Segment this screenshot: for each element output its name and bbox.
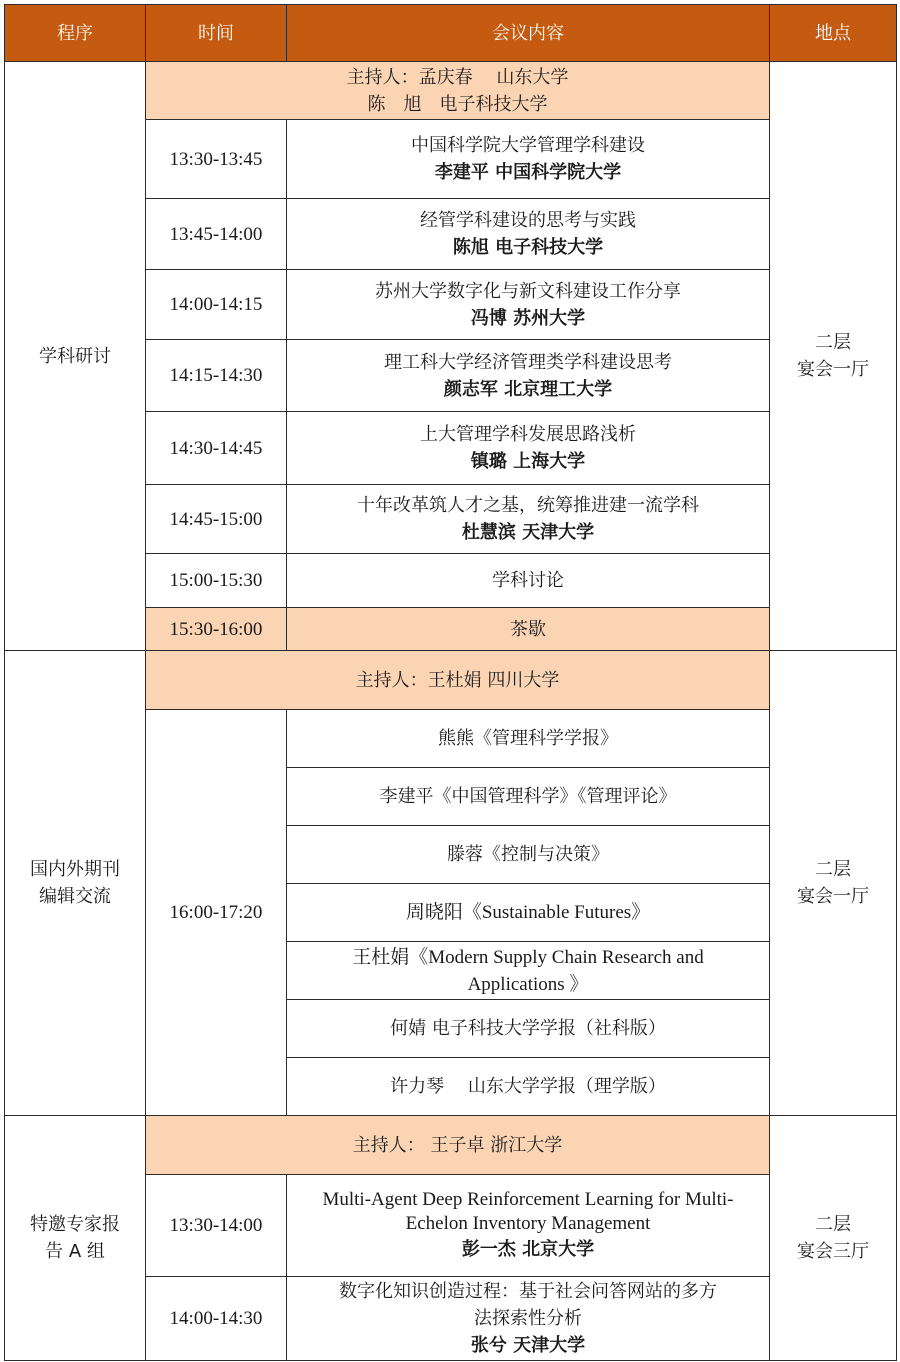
talk-speaker: 杜慧滨 天津大学 xyxy=(461,522,595,543)
place-line: 二层 xyxy=(815,859,851,880)
time-cell: 14:00-14:15 xyxy=(146,270,287,340)
discussion-cell: 学科讨论 xyxy=(287,554,770,608)
journal-cell: 滕蓉《控制与决策》 xyxy=(287,826,770,884)
program-label: 编辑交流 xyxy=(39,886,111,907)
program-cell xyxy=(5,651,146,1116)
header-content: 会议内容 xyxy=(287,5,770,62)
talk-title: 苏州大学数字化与新文科建设工作分享 xyxy=(375,280,681,302)
place-cell xyxy=(770,62,897,651)
table-row xyxy=(5,651,897,710)
talk-speaker: 颜志军 北京理工大学 xyxy=(443,378,613,400)
place-line: 宴会一厅 xyxy=(797,359,869,380)
talk-cell xyxy=(287,1175,770,1277)
talk-speaker: 镇璐 上海大学 xyxy=(470,451,586,472)
table-row xyxy=(5,62,897,120)
journal-line: Applications 》 xyxy=(467,973,589,995)
journal-cell xyxy=(287,942,770,1000)
talk-speaker: 彭一杰 北京大学 xyxy=(461,1239,595,1260)
place-line: 二层 xyxy=(815,1214,851,1235)
host-cell xyxy=(146,62,770,120)
time-cell: 13:30-14:00 xyxy=(146,1175,287,1277)
place-line: 宴会一厅 xyxy=(797,886,869,907)
time-cell: 13:45-14:00 xyxy=(146,199,287,270)
place-line: 二层 xyxy=(815,332,851,353)
time-cell: 16:00-17:20 xyxy=(146,710,287,1116)
time-cell: 14:30-14:45 xyxy=(146,412,287,485)
place-cell xyxy=(770,651,897,1116)
program-cell xyxy=(5,62,146,651)
talk-title: Echelon Inventory Management xyxy=(405,1213,651,1234)
time-cell: 13:30-13:45 xyxy=(146,120,287,199)
host-cell: 主持人： 王子卓 浙江大学 xyxy=(146,1116,770,1175)
host-line: 陈 旭 电子科技大学 xyxy=(367,93,548,115)
time-cell: 14:45-15:00 xyxy=(146,485,287,554)
talk-cell xyxy=(287,340,770,412)
talk-title: 中国科学院大学管理学科建设 xyxy=(411,135,645,156)
time-cell: 15:00-15:30 xyxy=(146,554,287,608)
header-time: 时间 xyxy=(146,5,287,62)
place-line: 宴会三厅 xyxy=(797,1241,869,1262)
header-program: 程序 xyxy=(5,5,146,62)
talk-title: Multi-Agent Deep Reinforcement Learning for Multi- xyxy=(322,1189,734,1210)
journal-cell: 李建平《中国管理科学》《管理评论》 xyxy=(287,768,770,826)
talk-cell xyxy=(287,199,770,270)
talk-speaker: 李建平 中国科学院大学 xyxy=(434,162,622,183)
program-label: 特邀专家报 xyxy=(30,1214,120,1235)
program-label: 学科研讨 xyxy=(39,345,111,367)
journal-cell: 许力琴 山东大学学报（理学版） xyxy=(287,1058,770,1116)
talk-cell xyxy=(287,485,770,554)
journal-cell: 何婧 电子科技大学学报（社科版） xyxy=(287,1000,770,1058)
talk-speaker: 张兮 天津大学 xyxy=(470,1335,586,1356)
journal-line: 王杜娟《Modern Supply Chain Research and xyxy=(352,946,704,968)
program-cell xyxy=(5,1116,146,1361)
talk-speaker: 陈旭 电子科技大学 xyxy=(452,237,604,258)
journal-cell: 周晓阳《Sustainable Futures》 xyxy=(287,884,770,942)
talk-cell xyxy=(287,1277,770,1361)
talk-title: 经管学科建设的思考与实践 xyxy=(420,210,636,231)
talk-cell xyxy=(287,412,770,485)
table-row xyxy=(5,1116,897,1175)
talk-title: 法探索性分析 xyxy=(474,1308,582,1329)
talk-speaker: 冯博 苏州大学 xyxy=(470,307,586,329)
time-cell: 15:30-16:00 xyxy=(146,608,287,651)
time-cell: 14:15-14:30 xyxy=(146,340,287,412)
talk-title: 上大管理学科发展思路浅析 xyxy=(420,424,636,445)
header-place: 地点 xyxy=(770,5,897,62)
talk-title: 数字化知识创造过程：基于社会问答网站的多方 xyxy=(339,1281,717,1302)
schedule-table xyxy=(4,4,897,1361)
journal-cell: 熊熊《管理科学学报》 xyxy=(287,710,770,768)
place-cell xyxy=(770,1116,897,1361)
header-row xyxy=(5,5,897,62)
talk-cell xyxy=(287,120,770,199)
host-line: 主持人：孟庆春 山东大学 xyxy=(346,66,569,88)
host-cell: 主持人：王杜娟 四川大学 xyxy=(146,651,770,710)
tea-break-cell: 茶歇 xyxy=(287,608,770,651)
talk-title: 十年改革筑人才之基，统筹推进建一流学科 xyxy=(357,495,699,516)
time-cell: 14:00-14:30 xyxy=(146,1277,287,1361)
program-label: 国内外期刊 xyxy=(30,859,120,880)
talk-cell xyxy=(287,270,770,340)
talk-title: 理工科大学经济管理类学科建设思考 xyxy=(384,351,672,373)
program-label: 告 A 组 xyxy=(45,1241,105,1262)
